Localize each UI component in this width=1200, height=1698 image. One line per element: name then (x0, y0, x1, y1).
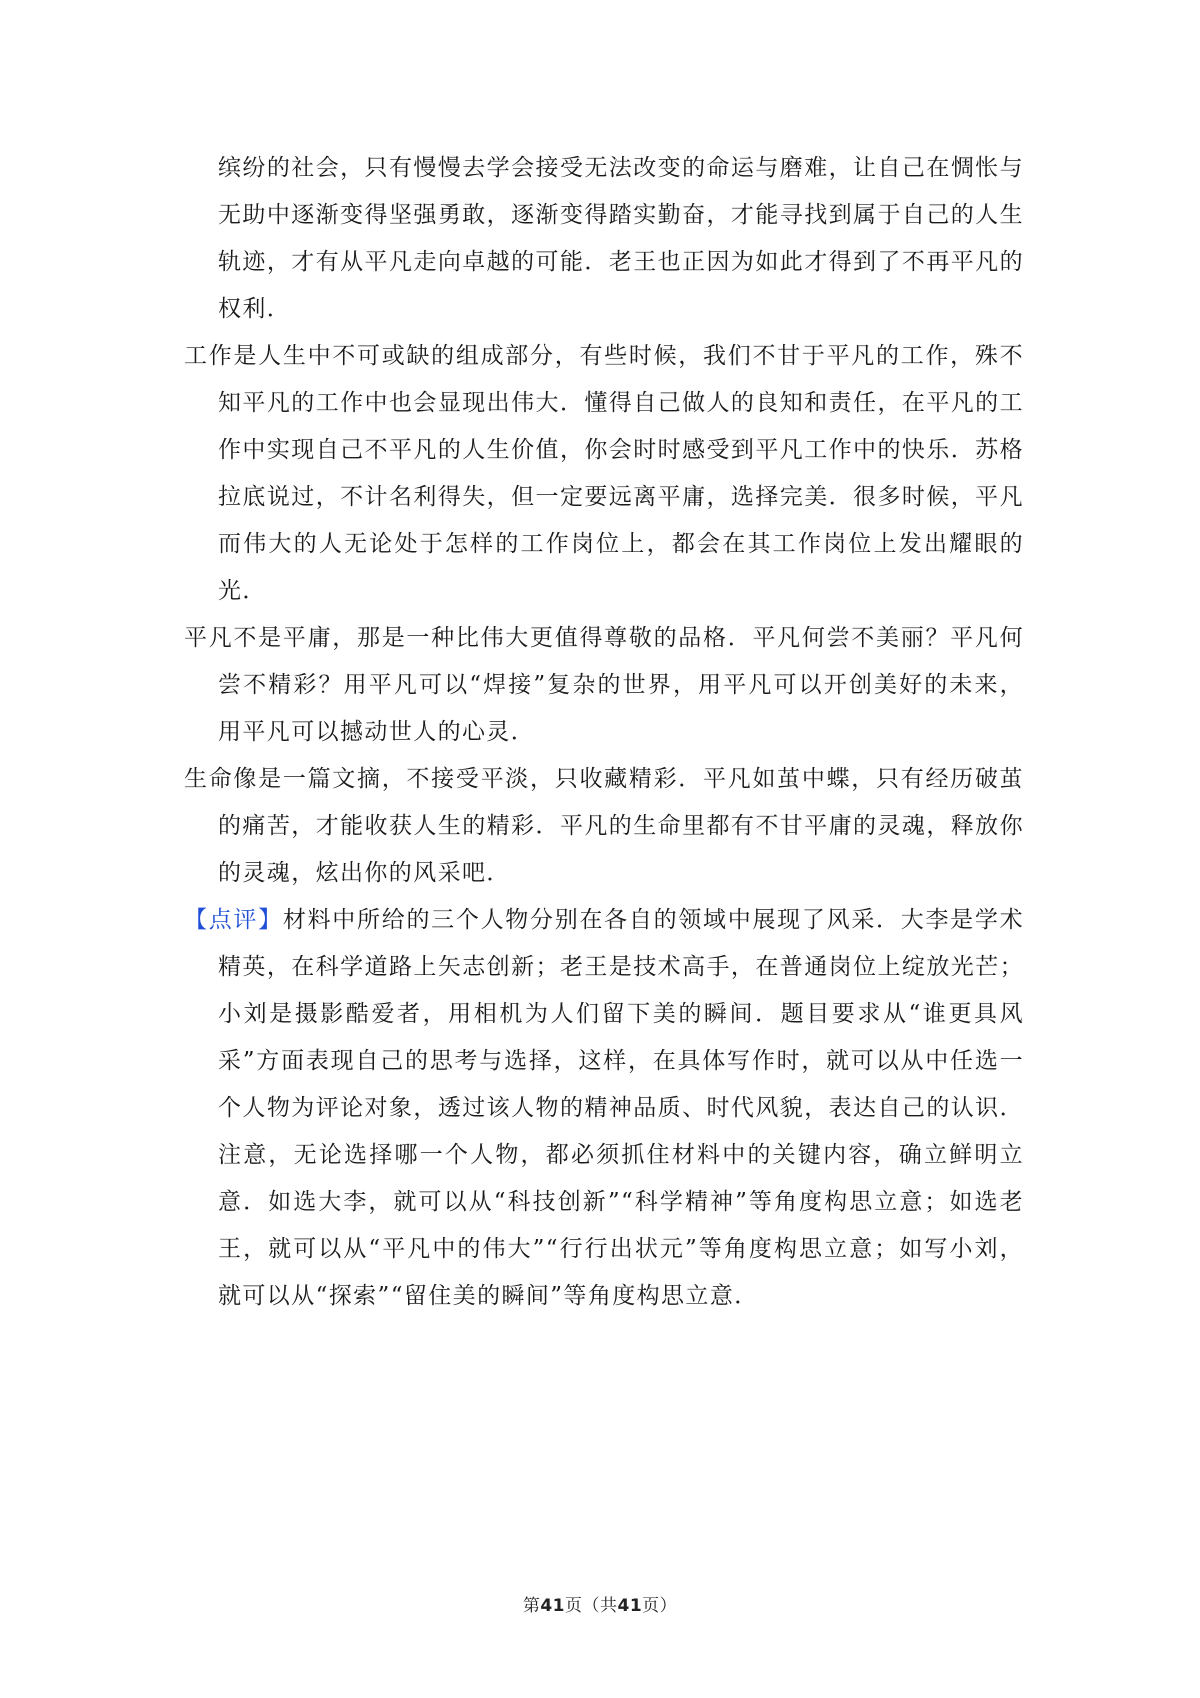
paragraph-3: 平凡不是平庸，那是一种比伟大更值得尊敬的品格．平凡何尝不美丽？平凡何尝不精彩？用平凡可以“焊接”复杂的世界，用平凡可以开创美好的未来，用平凡可以撼动世人的心灵． (184, 625, 1024, 745)
document-body (184, 145, 1024, 1320)
paragraph-1: 缤纷的社会，只有慢慢去学会接受无法改变的命运与磨难，让自己在惆怅与无助中逐渐变得坚强勇敢，逐渐变得踏实勤奋，才能寻找到属于自己的人生轨迹，才有从平凡走向卓越的可能．老王也正因为如此才得到了不再平凡的权利． (218, 155, 1024, 322)
footer-middle: 页（共 (565, 1596, 618, 1616)
paragraph-2: 工作是人生中不可或缺的组成部分，有些时候，我们不甘于平凡的工作，殊不知平凡的工作中也会显现出伟大．懂得自己做人的良知和责任，在平凡的工作中实现自己不平凡的人生价值，你会时时感受到平凡工作中的快乐．苏格拉底说过，不计名利得失，但一定要远离平庸，选择完美．很多时候，平凡而伟大的人无论处于怎样的工作岗位上，都会在其工作岗位上发出耀眼的光． (184, 343, 1024, 604)
footer-total-pages: 41 (617, 1596, 643, 1616)
paragraph-4: 生命像是一篇文摘，不接受平淡，只收藏精彩．平凡如茧中蝶，只有经历破茧的痛苦，才能收获人生的精彩．平凡的生命里都有不甘平庸的灵魂，释放你的灵魂，炫出你的风采吧． (184, 766, 1024, 886)
comment-tag: 【点评】 (184, 907, 283, 933)
footer-page-number: 41 (540, 1596, 565, 1616)
comment-paragraph (184, 897, 1024, 1320)
footer-prefix: 第 (522, 1596, 541, 1616)
page-footer (0, 1591, 1200, 1616)
footer-suffix: 页） (642, 1596, 678, 1616)
comment-text: 材料中所给的三个人物分别在各自的领域中展现了风采．大李是学术精英，在科学道路上矢志创新；老王是技术高手，在普通岗位上绽放光芒；小刘是摄影酷爱者，用相机为人们留下美的瞬间．题目要求从“谁更具风采”方面表现自己的思考与选择，这样，在具体写作时，就可以从中任选一个人物为评论对象，透过该人物的精神品质、时代风貌，表达自己的认识．注意，无论选择哪一个人物，都必须抓住材料中的关键内容，确立鲜明立意．如选大李，就可以从“科技创新”“科学精神”等角度构思立意；如选老王，就可以从“平凡中的伟大”“行行出状元”等角度构思立意；如写小刘，就可以从“探索”“留住美的瞬间”等角度构思立意． (218, 907, 1025, 1309)
